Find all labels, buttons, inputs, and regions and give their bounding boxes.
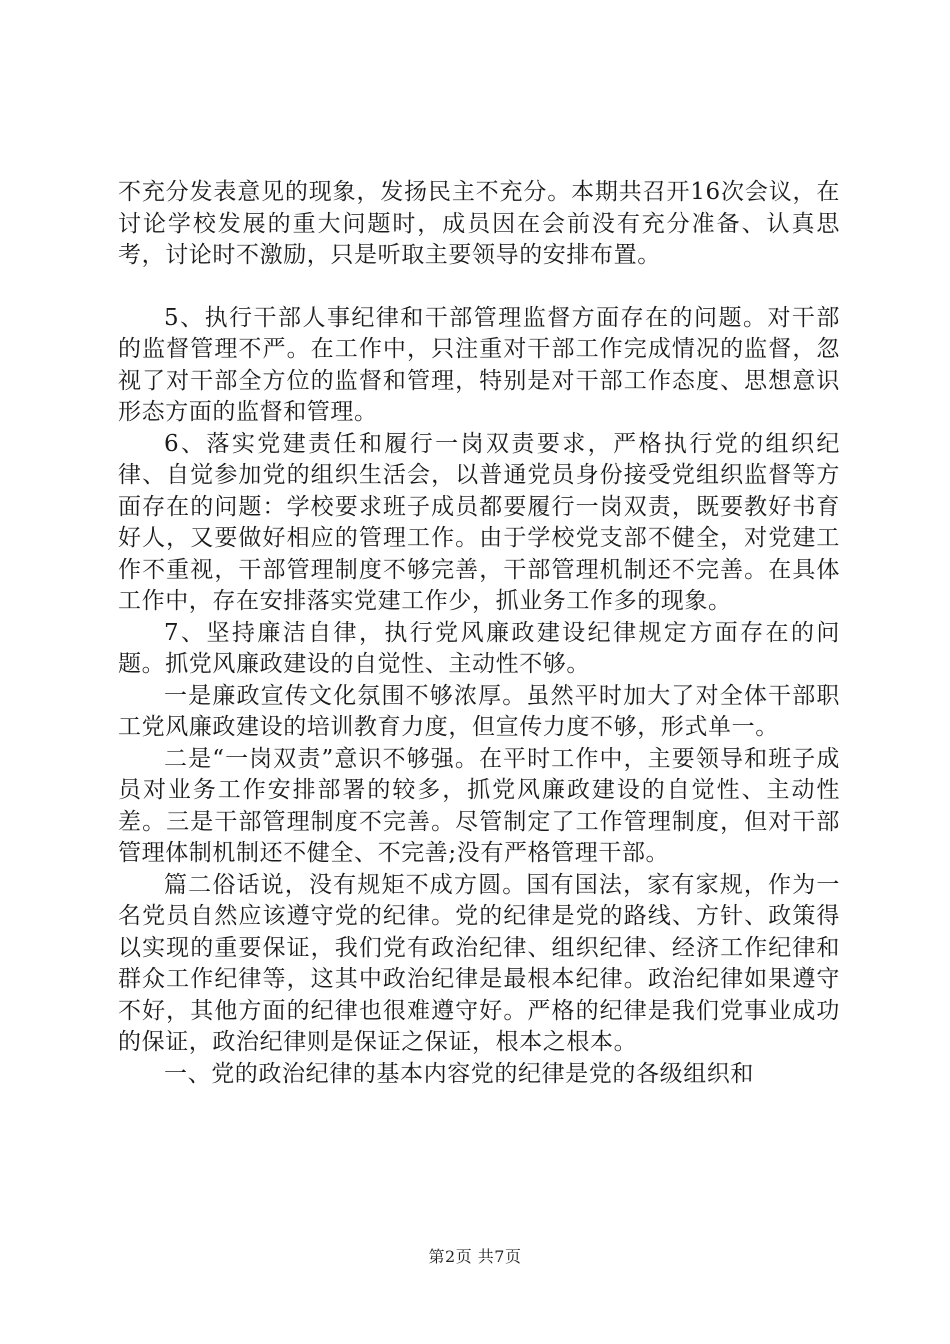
paragraph-7: 篇二俗话说，没有规矩不成方圆。国有国法，家有家规，作为一名党员自然应该遵守党的纪律。党的纪律是党的路线、方针、政策得以实现的重要保证，我们党有政治纪律、组织纪律、经济工作纪律和群众工作纪律等，这其中政治纪律是最根本纪律。政治纪律如果遵守不好，其他方面的纪律也很难遵守好。严格的纪律是我们党事业成功的保证，政治纪律则是保证之保证，根本之根本。: [118, 871, 840, 1055]
page-number-footer: 第2页 共7页: [428, 1247, 522, 1266]
paragraph-2: 5、执行干部人事纪律和干部管理监督方面存在的问题。对干部的监督管理不严。在工作中，只注重对干部工作完成情况的监督，忽视了对干部全方位的监督和管理，特别是对干部工作态度、思想意识形态方面的监督和管理。: [118, 304, 840, 425]
paragraph-5: 一是廉政宣传文化氛围不够浓厚。虽然平时加大了对全体干部职工党风廉政建设的培训教育力度，但宣传力度不够，形式单一。: [118, 682, 840, 740]
paragraph-8: 一、党的政治纪律的基本内容党的纪律是党的各级组织和: [164, 1060, 754, 1087]
paragraph-6: 二是“一岗双责”意识不够强。在平时工作中，主要领导和班子成员对业务工作安排部署的较多，抓党风廉政建设的自觉性、主动性差。三是干部管理制度不完善。尽管制定了工作管理制度，但对干部管理体制机制还不健全、不完善;没有严格管理干部。: [118, 745, 840, 866]
paragraph-3: 6、落实党建责任和履行一岗双责要求，严格执行党的组织纪律、自觉参加党的组织生活会，以普通党员身份接受党组织监督等方面存在的问题：学校要求班子成员都要履行一岗双责，既要教好书育好人，又要做好相应的管理工作。由于学校党支部不健全，对党建工作不重视，干部管理制度不够完善，干部管理机制还不完善。在具体工作中，存在安排落实党建工作少，抓业务工作多的现象。: [118, 430, 840, 614]
paragraph-4: 7、坚持廉洁自律，执行党风廉政建设纪律规定方面存在的问题。抓党风廉政建设的自觉性、主动性不够。: [118, 619, 840, 677]
document-body: [118, 177, 840, 1090]
paragraph-1: 不充分发表意见的现象，发扬民主不充分。本期共召开16次会议，在讨论学校发展的重大问题时，成员因在会前没有充分准备、认真思考，讨论时不激励，只是听取主要领导的安排布置。: [118, 179, 840, 268]
paragraph-gap: [118, 272, 840, 303]
